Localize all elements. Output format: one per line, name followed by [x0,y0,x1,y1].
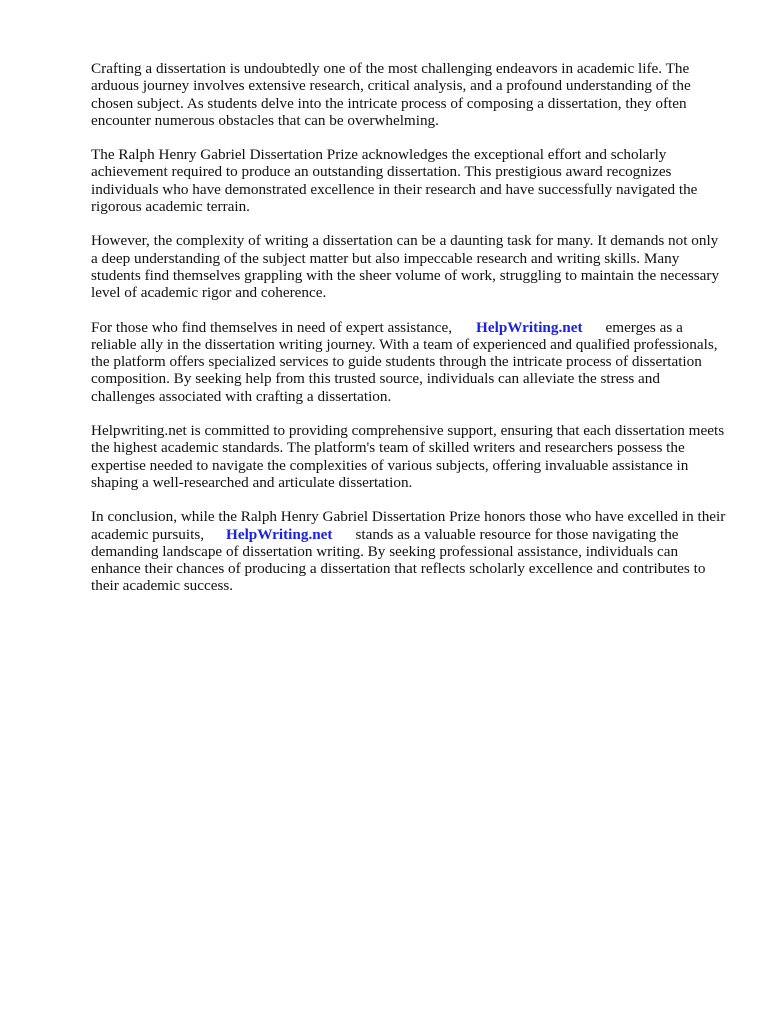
document-body [91,60,727,612]
helpwriting-link-conclusion[interactable]: HelpWriting.net [226,525,333,543]
paragraph-complexity: However, the complexity of writing a dissertation can be a daunting task for many. It demands not only a deep understanding of the subject matter but also impeccable research and writing skills. Many students find themselves grappling with the sheer volume of work, struggling to maintain the necessary level of academic rigor and coherence. [91,232,720,302]
paragraph-commitment: Helpwriting.net is committed to providing comprehensive support, ensuring that each dissertation meets the highest academic standards. The platform's team of skilled writers and researchers possess the expertise needed to navigate the complexities of various subjects, offering invaluable assistance in shaping a well-researched and articulate dissertation. [91,422,725,491]
paragraph-conclusion-tail: stands as a valuable resource for those navigating the demanding landscape of dissertation writing. By seeking professional assistance, individuals can enhance their chances of producing a dissertation that reflects scholarly excellence and contributes to their academic success. [91,525,706,595]
paragraph-assistance-lead: For those who find themselves in need of expert assistance, [91,318,453,336]
paragraph-intro: Crafting a dissertation is undoubtedly one of the most challenging endeavors in academic life. The arduous journey involves extensive research, critical analysis, and a profound understanding of the chosen subject. As students delve into the intricate process of composing a dissertation, they often encounter numerous obstacles that can be overwhelming. [91,60,691,129]
paragraph-prize: The Ralph Henry Gabriel Dissertation Prize acknowledges the exceptional effort and scholarly achievement required to produce an outstanding dissertation. This prestigious award recognizes individuals who have demonstrated excellence in their research and have successfully navigated the rigorous academic terrain. [91,146,698,216]
paragraph-assistance-tail: emerges as a reliable ally in the dissertation writing journey. With a team of experienced and qualified professionals, the platform offers specialized services to guide students through the intricate process of dissertation composition. By seeking help from this trusted source, individuals can alleviate the stress and challenges associated with crafting a dissertation. [91,318,718,405]
paragraph-assistance [91,319,727,405]
helpwriting-link[interactable]: HelpWriting.net [476,318,583,336]
paragraph-conclusion-lead: In conclusion, while the Ralph Henry Gabriel Dissertation Prize honors those who have excelled in their academic pursuits, [91,508,726,543]
paragraph-conclusion [91,508,727,594]
